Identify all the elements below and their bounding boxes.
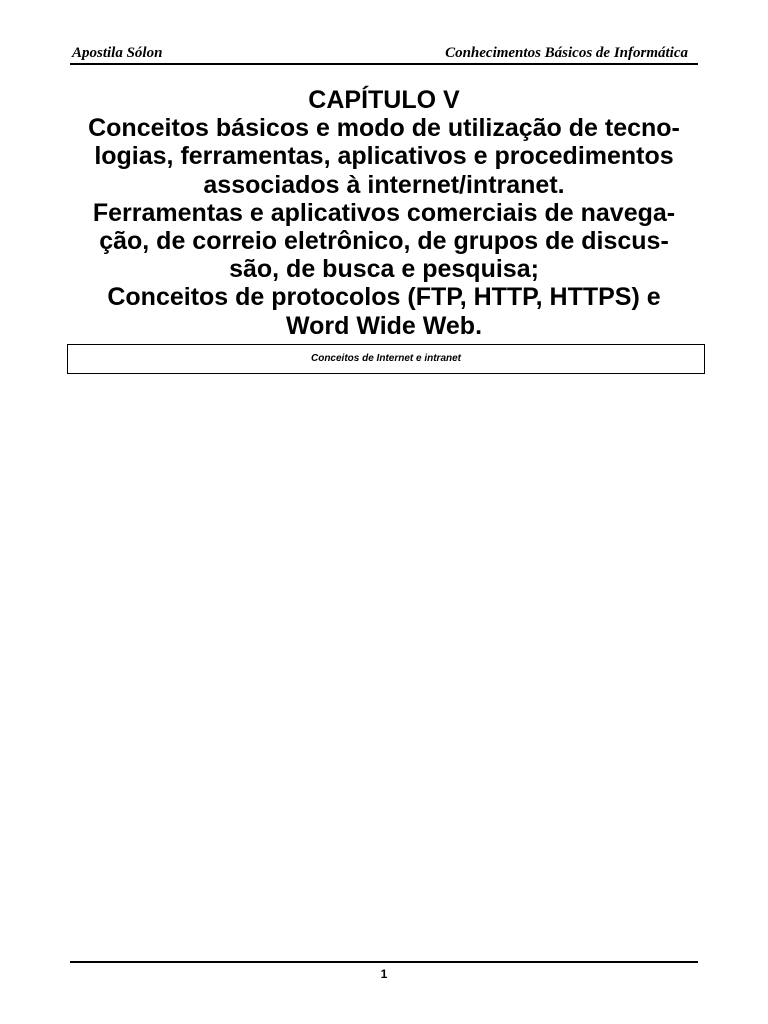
chapter-title-line: associados à internet/intranet.	[203, 170, 565, 199]
chapter-title-line: Conceitos de protocolos (FTP, HTTP, HTTPS) e	[107, 283, 661, 312]
running-header-left: Apostila Sólon	[72, 45, 163, 61]
footer-rule	[70, 961, 698, 963]
chapter-heading	[0, 86, 768, 340]
page-number: 1	[380, 967, 388, 981]
chapter-title-line: ção, de correio eletrônico, de grupos de discus-	[99, 226, 669, 255]
section-box	[67, 344, 705, 374]
chapter-title-line: são, de busca e pesquisa;	[229, 255, 539, 284]
chapter-title-line: Conceitos básicos e modo de utilização de tecno-	[88, 114, 680, 143]
header-rule	[70, 63, 698, 65]
chapter-title-line: logias, ferramentas, aplicativos e procedimentos	[94, 142, 674, 171]
running-header-right: Conhecimentos Básicos de Informática	[445, 45, 688, 61]
chapter-title-line: Word Wide Web.	[285, 311, 483, 340]
chapter-number: CAPÍTULO V	[308, 86, 460, 114]
section-title: Conceitos de Internet e intranet	[310, 353, 462, 364]
chapter-title-line: Ferramentas e aplicativos comerciais de navega-	[92, 198, 676, 227]
